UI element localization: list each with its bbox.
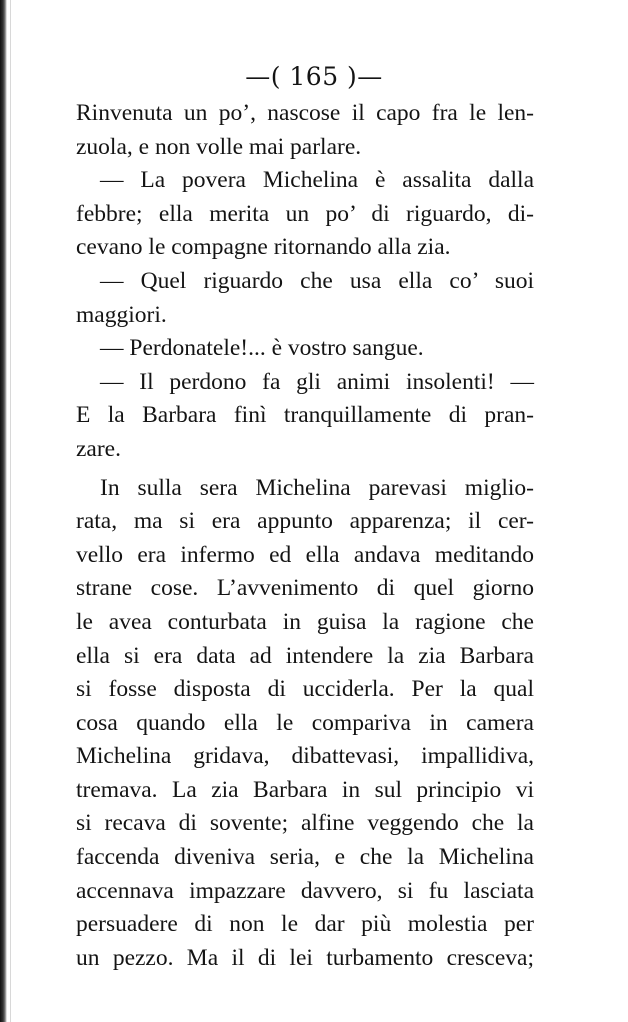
text-line: accennava impazzare davvero, si fu lasciata — [76, 877, 534, 904]
text-line: rata, ma si era appunto apparenza; il cer- — [76, 508, 534, 535]
text-line: ella si era data ad intendere la zia Barbara — [76, 642, 534, 669]
text-line: faccenda diveniva seria, e che la Michelina — [76, 844, 534, 871]
text-line: si recava di sovente; alfine veggendo che la — [76, 810, 534, 837]
page-binding-shadow — [10, 0, 11, 1022]
text-line: In sulla sera Michelina parevasi miglio- — [100, 474, 534, 501]
text-line: Michelina gridava, dibattevasi, impallidiva, — [76, 743, 534, 770]
text-line: un pezzo. Ma il di lei turbamento cresceva; — [76, 944, 534, 971]
text-line: le avea conturbata in guisa la ragione che — [76, 608, 534, 635]
text-line: strane cose. L’avvenimento di quel giorno — [76, 575, 534, 602]
text-line: maggiori. — [76, 301, 167, 328]
text-line: febbre; ella merita un po’ di riguardo, di- — [76, 200, 534, 227]
text-line: — Il perdono fa gli animi insolenti! — — [100, 368, 534, 395]
text-line: si fosse disposta di ucciderla. Per la qual — [76, 676, 534, 703]
text-line: tremava. La zia Barbara in sul principio vi — [76, 776, 534, 803]
text-line: E la Barbara finì tranquillamente di pran- — [76, 402, 534, 429]
text-line: zare. — [76, 435, 121, 462]
text-line: persuadere di non le dar più molestia per — [76, 911, 534, 938]
text-line: cevano le compagne ritornando alla zia. — [76, 234, 451, 261]
text-line: Rinvenuta un po’, nascose il capo fra le len- — [76, 100, 534, 126]
text-line: — La povera Michelina è assalita dalla — [100, 167, 534, 194]
text-line: — Perdonatele!... è vostro sangue. — [100, 335, 424, 362]
text-line: vello era infermo ed ella andava meditando — [76, 541, 534, 568]
page-number: —( 165 )— — [245, 62, 383, 91]
text-line: — Quel riguardo che usa ella co’ suoi — [100, 267, 534, 294]
body-text — [76, 97, 534, 975]
text-line: cosa quando ella le compariva in camera — [76, 709, 534, 736]
text-line: zuola, e non volle mai parlare. — [76, 133, 362, 160]
page-binding-edge — [0, 0, 7, 1022]
